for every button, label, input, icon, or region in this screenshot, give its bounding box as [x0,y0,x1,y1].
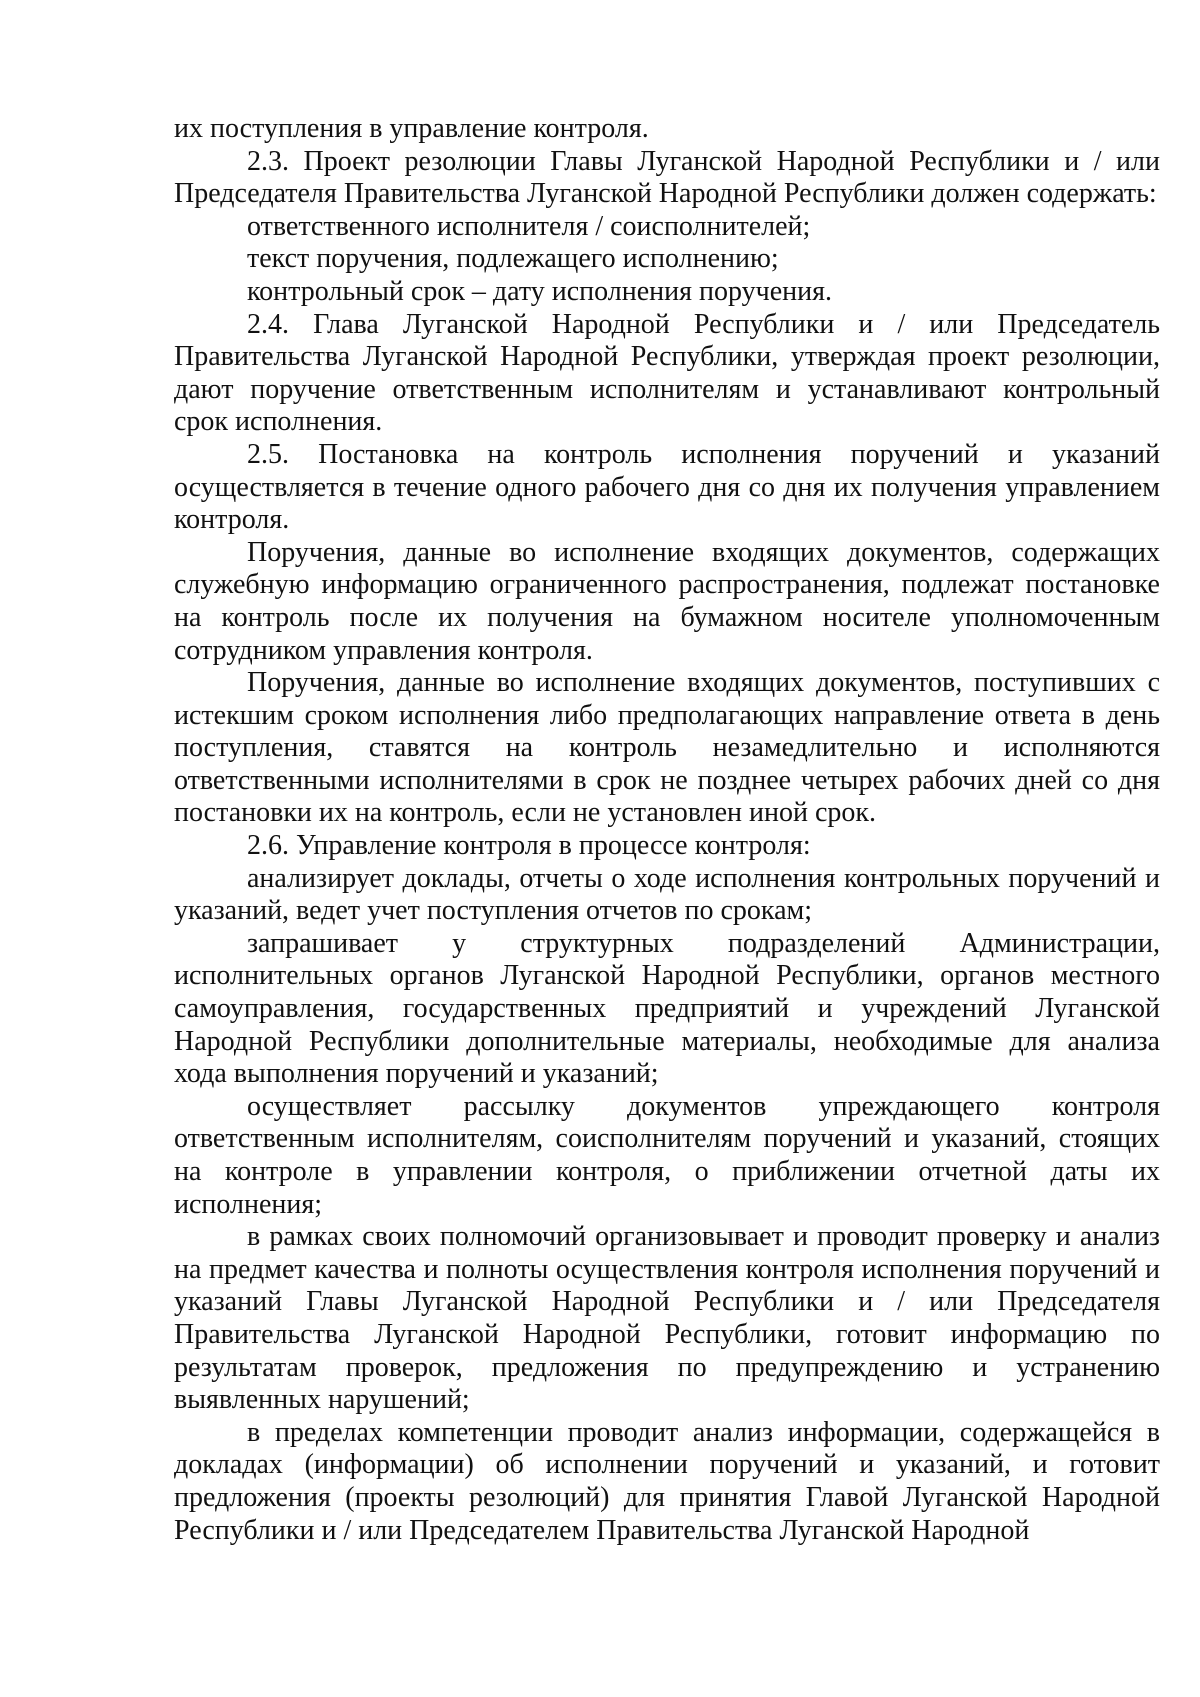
list-item-inspection: в рамках своих полномочий организовывает и проводит проверку и анализ на предмет качества и полноты осуществления контроля исполнения поручений и указаний Главы Луганской Народной Республики и / или Председателя Правительства Луганской Народной Республики, готовит информацию по результатам проверок, предложения по предупреждению и устранению выявленных нарушений; [174,1221,1160,1416]
paragraph-restricted-info: Поручения, данные во исполнение входящих документов, содержащих служебную информацию ограниченного распространения, подлежат постановке на контроль после их получения на бумажном носителе уполномоченным сотрудником управления контроля. [174,536,1160,666]
list-item-analyzes: анализирует доклады, отчеты о ходе исполнения контрольных поручений и указаний, ведет учет поступления отчетов по срокам; [174,862,1160,927]
list-item-text: текст поручения, подлежащего исполнению; [247,243,779,275]
paragraph-2-5: 2.5. Постановка на контроль исполнения поручений и указаний осуществляется в течение одного рабочего дня со дня их получения управлением контроля. [174,438,1160,536]
list-item-proposals: в пределах компетенции проводит анализ информации, содержащейся в докладах (информации) об исполнении поручений и указаний, и готовит предложения (проекты резолюций) для принятия Главой Луганской Народной Республики и / или Председателем Правительства Луганской Народной [174,1416,1160,1546]
paragraph-continuation: их поступления в управление контроля. [174,113,649,144]
paragraph-overdue: Поручения, данные во исполнение входящих документов, поступивших с истекшим сроком исполнения либо предполагающих направление ответа в день поступления, ставятся на контроль незамедлительно и исполняются ответственными исполнителями в срок не позднее четырех рабочих дней со дня постановки их на контроль, если не установлен иной срок. [174,667,1160,829]
paragraph-2-3: 2.3. Проект резолюции Главы Луганской Народной Республики и / или Председателя Правительства Луганской Народной Республики должен содержать: [174,145,1160,210]
list-item-mailing: осуществляет рассылку документов упреждающего контроля ответственным исполнителям, соисполнителям поручений и указаний, стоящих на контроле в управлении контроля, о приближении отчетной даты их исполнения; [174,1090,1160,1220]
list-item-requests: запрашивает у структурных подразделений Администрации, исполнительных органов Луганской Народной Республики, органов местного самоуправления, государственных предприятий и учреждений Луганской Народной Республики дополнительные материалы, необходимые для анализа хода выполнения поручений и указаний; [174,927,1160,1090]
list-item-executor: ответственного исполнителя / соисполнителей; [247,210,811,242]
paragraph-2-6: 2.6. Управление контроля в процессе контроля: [247,830,811,862]
document-page [174,113,1160,1547]
list-item-deadline: контрольный срок – дату исполнения поручения. [247,275,832,307]
paragraph-2-4: 2.4. Глава Луганской Народной Республики и / или Председатель Правительства Луганской Народной Республики, утверждая проект резолюции, дают поручение ответственным исполнителям и устанавливают контрольный срок исполнения. [174,308,1160,438]
